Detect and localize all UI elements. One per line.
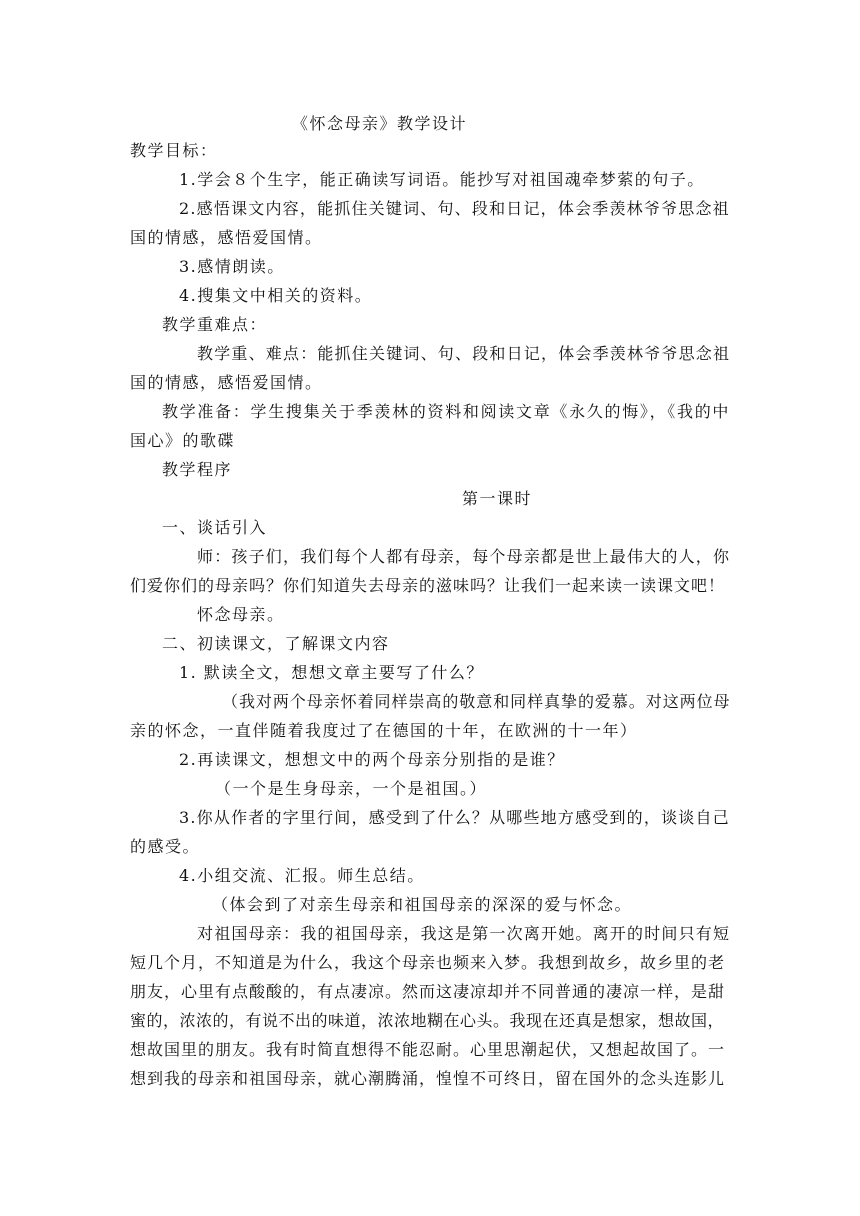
question-item: 1. 默读全文，想想文章主要写了什么？: [179, 663, 484, 682]
paragraph-line: 短几个月，不知道是为什么，我这个母亲也频来入梦。我想到故乡，故乡里的老: [130, 953, 726, 972]
document-title: 《怀念母亲》教学设计: [292, 114, 468, 133]
preparation-text: 教学准备：学生搜集关于季羡林的资料和阅读文章《永久的悔》，《我的中: [162, 402, 731, 421]
question-item: 4.小组交流、汇报。师生总结。: [179, 866, 425, 885]
section-heading-objectives: 教学目标：: [130, 141, 218, 160]
key-points-text: 教学重、难点：能抓住关键词、句、段和日记，体会季羡林爷爷思念祖: [197, 344, 731, 363]
lesson-heading: 第一课时: [462, 489, 533, 508]
key-points-text-continued: 国的情感，感悟爱国情。: [130, 373, 323, 392]
section-heading-key-points: 教学重难点：: [162, 315, 268, 334]
step-heading: 一、谈话引入: [162, 518, 268, 537]
answer-text: （体会到了对亲生母亲和祖国母亲的深深的爱与怀念。: [212, 895, 633, 914]
answer-text: （我对两个母亲怀着同样崇高的敬意和同样真挚的爱慕。对这两位母: [222, 692, 731, 711]
paragraph-line: 蜜的，浓浓的，有说不出的味道，浓浓地糊在心头。我现在还真是想家，想故国，: [130, 1011, 725, 1030]
answer-text: （一个是生身母亲，一个是祖国。）: [215, 779, 488, 798]
paragraph-line: 师：孩子们，我们每个人都有母亲，每个母亲都是世上最伟大的人，你: [197, 547, 731, 566]
step-heading: 二、初读课文，了解课文内容: [162, 634, 390, 653]
objective-item: 4.搜集文中相关的资料。: [179, 286, 373, 305]
answer-text-continued: 亲的怀念，一直伴随着我度过了在德国的十年，在欧洲的十一年）: [130, 721, 638, 740]
objective-item: 2.感悟课文内容，能抓住关键词、句、段和日记，体会季羡林爷爷思念祖: [179, 199, 730, 218]
paragraph-line: 们爱你们的母亲吗？你们知道失去母亲的滋味吗？让我们一起来读一读课文吧！: [130, 576, 726, 595]
paragraph-line: 想到我的母亲和祖国母亲，就心潮腾涌，惶惶不可终日，留在国外的念头连影儿: [130, 1069, 726, 1088]
objective-item: 1.学会８个生字，能正确读写词语。能抄写对祖国魂牵梦萦的句子。: [179, 170, 705, 189]
objective-item: 3.感情朗读。: [179, 257, 285, 276]
question-item-continued: 的感受。: [130, 837, 201, 856]
paragraph-line: 想故国里的朋友。我有时简直想得不能忍耐。心里思潮起伏，又想起故国了。一: [130, 1040, 726, 1059]
paragraph-line: 怀念母亲。: [197, 605, 285, 624]
objective-item-continued: 国的情感，感悟爱国情。: [130, 228, 323, 247]
section-heading-procedure: 教学程序: [162, 460, 233, 479]
preparation-text-continued: 国心》的歌碟: [130, 431, 236, 450]
question-item: 2.再读课文，想想文中的两个母亲分别指的是谁？: [179, 750, 565, 769]
paragraph-line: 对祖国母亲：我的祖国母亲，我这是第一次离开她。离开的时间只有短: [197, 924, 731, 943]
question-item: 3.你从作者的字里行间，感受到了什么？从哪些地方感受到的，谈谈自己: [179, 808, 730, 827]
paragraph-line: 朋友，心里有点酸酸的，有点凄凉。然而这凄凉却并不同普通的凄凉一样，是甜: [130, 982, 726, 1001]
